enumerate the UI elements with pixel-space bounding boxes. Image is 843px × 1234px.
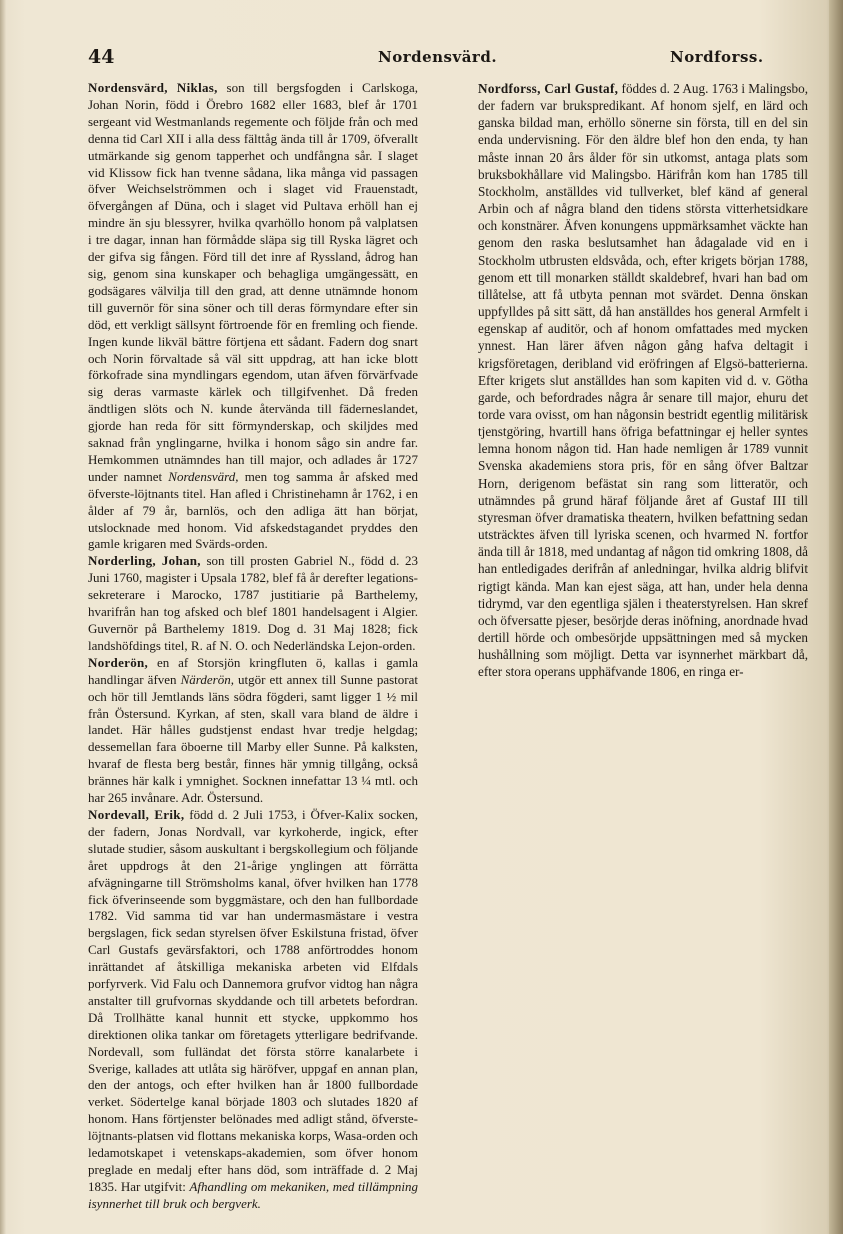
entry-text: son till bergsfogden i Carlskoga, Johan Norin, född i Örebro 1682 eller 1683, blef år 1701 sergeant vid Westmanlands regemente och följde från och med denna tid Carl XII i alla dess fälttåg ända till år 1709, öfverallt utmärkande sig genom tapperhet och undfångna sår. I slaget vid Klissow fick han tvenne sådana, lika många vid passagen öfver Weichselströmmen och i slaget vid Frauenstadt, öfvergången af Düna, och i slaget vid Pultava erhöll han ej mindre än sju blessyrer, hvilka qvarhöllo honom på valplatsen i tre dagar, innan han förmådde släpa sig till Ryska lägret och der gifva sig fången. Förd till det inre af Ryssland, ådrog han sig, genom sina kunskaper och behagliga umgängessätt, en godsägares välvilja till den grad, att denne utnämnde honom till guvernör för sina söner och till deras förmyndare efter sin död, ett verkligt sällsynt förtroende för en fremling och fiende. Ingen kunde likväl bättre förtjena ett sådant. Fadern dog snart och Norin förvaltade så väl sitt uppdrag, att han icke blott förkofrade sina myndlingars egendom, utan äfven förvärfvade sig deras varmaste kärlek och tillgifvenhet. Då freden ändtligen slöts och N. kunde återvända till fäderneslandet, gjorde han reda för sitt förmynderskap, och skiljdes med saknad från ynglingarne, hvilka i honom sågo sin andre far. Hemkommen utnämndes han till major, och adlades år 1727 under namnet — [88, 80, 418, 484]
entry-headword: Nordensvärd, Niklas, — [88, 80, 218, 95]
entry-headword: Nordevall, Erik, — [88, 806, 185, 822]
entry-nordevall — [88, 807, 418, 1213]
page-header — [88, 46, 808, 70]
entry-headword: Norderling, Johan, — [88, 553, 201, 569]
right-column — [478, 80, 808, 680]
entry-headword: Norderön, — [88, 654, 149, 670]
running-head-right: Nordforss. — [670, 48, 764, 66]
left-column — [88, 80, 418, 1213]
entry-text: född d. 2 Juli 1753, i Öfver-Kalix socken, der fadern, Jonas Nordvall, var kyrkoherde, ingick, efter slutade studier, såsom auskultant i bergskollegium och följande året uppdrogs åt den 21-årige ynglingen att förrätta afvägningarne till Strömsholms kanal, öfver hvilken han 1778 fick öfverinseende som byggmästare, och den han fullbordade 1782. Vid samma tid var han undermasmästare i vestra bergslagen, fick sedan styrelsen öfver Eskilstuna fristad, öfver Carl Gustafs gevärsfaktori, och 1788 anförtroddes honom inrättandet af åtskilliga mekaniska arbeten vid Elfdals porfyrverk. Vid Falu och Dannemora grufvor vidtog han några anstalter till grufvornas skyddande och till arbetets befordran. Då Trollhätte kanal hunnit ett stycke, uppkommo hos direktionen olika tankar om företagets ytterligare bedrifvande. Nordevall, som fulländat det första större kanalarbete i Sverige, kallades att utlåta sig häröfver, uppgaf en annan plan, den der antogs, och efter hvilken han år 1800 fullbordade verket. Södertelge kanal började 1803 och slutades 1820 af honom. Hans förtjenster belönades med adligt stånd, öfverste-löjtnants-platsen vid flottans mekaniska korps, Wasa-orden och ledamotskapet i vetenskaps-akademien, som öfver honom preglade en medalj efter hans död, som inträffade d. 2 Maj 1835. Har utgifvit: — [88, 806, 419, 1194]
entry-norderling — [88, 553, 418, 654]
entry-norderon — [88, 655, 418, 807]
entry-nordforss — [478, 80, 808, 680]
entry-italic: Närderön, — [180, 671, 234, 687]
running-head-left: Nordensvärd. — [378, 48, 498, 66]
entry-text: föddes d. 2 Aug. 1763 i Malingsbo, der fadern var brukspredikant. Af honom sjelf, en lärd och ganska bildad man, erhöllo sönerne sin första, till en del sin enda undervisning. För den äldre blef hon den enda, ty han måste innan 20 års ålder för sin utkomst, antaga plats som bruksbokhållare vid Malingsbo. Härifrån kom han 1785 till Stockholm, anställdes vid tullverket, blef känd af general Arbin och af några bland den tidens största vitterhetsidkare och konstnärer. Äfven konungens uppmärksamhet väckte han genom den raska beslutsamhet han ådagalade vid en i Stockholm utbrusten eldsvåda, och, efter krigets början 1788, genom ett till monarken ställdt skaldebref, hvari han bad om tillåtelse, att få utbyta pennan mot svärdet. Denna önskan uppfylldes på sitt sätt, då han anställdes hos general Armfelt i egenskap af auditör, och af honom omfattades med mycken ynnest. Han lärer äfven någon gång hafva deltagit i krigsföretagen, deribland vid eröfringen af Elgsö-batterierna. Efter krigets slut anställdes han som kapiten vid d. v. Götha garde, och befordrades några år senare till major, ehuru det torde vara ovisst, om han någonsin bestridt egentlig militärisk tjenstgöring, hvartill hans öfriga befattningar ej heller syntes lemna honom någon tid. Han hade nemligen år 1789 vunnit Svenska akademiens stora pris, för en sång öfver Baltzar Horn, derigenom befästat sin rang som litteratör, och utnämndes på grund häraf följande året af Gustaf III till styresman öfver dramatiska theatern, hvilken befattning sedan utsträcktes äfven till lyriska scenen, och hvarmed N. fortfor ända till år 1818, med undantag af någon tid omkring 1808, då han entledigades derifrån af anledningar, hvilka aldrig blifvit rigtigt kända. Man kan ejest säga, att han, under hela denna tidrymd, var den egentliga själen i theaterstyrelsen. Han skref och öfversatte pjeser, besörjde deras inöfning, anordnade hvad dertill hörde och ombesörjde uppsättningen med så mycken hushållning som möjligt. Detta var isynnerhet märkbart då, efter stora operans upphäfvande 1806, en ringa er- — [478, 81, 809, 680]
entry-text-after: men tog samma år afsked med öfverste-löjtnants titel. Han afled i Christinehamn år 1762, i en ålder af 79 år, barnlös, och den adliga ätt han börjat, utslocknade med honom. Vid afskedstagandet pryddes den gamle krigaren med Svärds-orden. — [88, 468, 418, 552]
page-left-edge — [0, 0, 6, 1234]
book-spine-shadow — [829, 0, 843, 1234]
entry-headword: Nordforss, Carl Gustaf, — [478, 81, 619, 96]
entry-nordensvard — [88, 80, 418, 553]
entry-italic: Afhandling om mekaniken, med tillämpning isynnerhet till bruk och bergverk. — [88, 1178, 418, 1211]
entry-italic: Nordensvärd, — [168, 468, 239, 484]
entry-text-after: utgör ett annex till Sunne pastorat och hör till Jemtlands läns södra fögderi, samt ligger 1 ½ mil från Östersund. Kyrkan, af sten, skall vara bland de äldre i landet. Här hålles gudstjenst endast hvar tredje helgdag; dessemellan fara öboerne till Marby eller Sunne. På kalksten, hvaraf de flesta berg består, finnes här ymnig tillgång, också brännes här kalk i ymnighet. Socknen innefattar 13 ¼ mtl. och har 265 invånare. Adr. Östersund. — [88, 671, 418, 806]
entry-text: son till prosten Gabriel N., född d. 23 Juni 1760, magister i Upsala 1782, blef få år derefter legations-sekreterare i Marocko, 1787 justitiarie på Barthelemy, hvarifrån han tog afsked och blef 1801 handelsagent i Algier. Guvernör på Barthelemy 1819. Dog d. 31 Maj 1828; fick landshöfdings titel, R. af N. O. och Nederländska Lejon-orden. — [88, 553, 418, 653]
page-number: 44 — [88, 46, 115, 68]
entry-text: en af Storsjön kringfluten ö, kallas i gamla handlingar äfven — [88, 654, 418, 687]
